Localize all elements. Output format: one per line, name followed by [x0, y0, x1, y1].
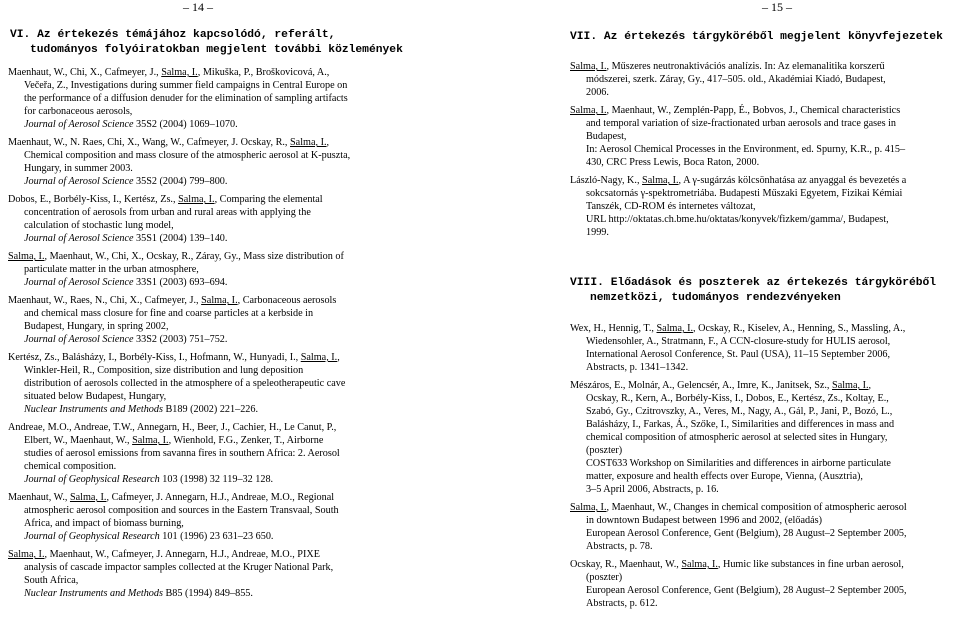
author-highlight: Salma, I. — [832, 380, 869, 391]
reference-text: , Cafmeyer, J. Annegarn, H.J., Andreae, M.O., Regional atmospheric aerosol composition and sources in the Eastern Transvaal, South Africa, and impact of biomass burning, — [24, 492, 339, 529]
reference-text: Wex, H., Hennig, T., — [570, 323, 657, 334]
reference-entry — [570, 174, 956, 239]
reference-text: , Maenhaut, W., Zemplén-Papp, É., Bobvos, J., Chemical characteristics and temporal variation of size-fractionated urban aerosols and trace gases in Budapest, In: Aerosol Chemical Processes in the Environment, ed. Spurny, K.R., p. 415– 430, CRC Press Lewis, Boca Raton, 2000. — [586, 105, 906, 168]
reference-entry — [8, 491, 476, 543]
reference-text: Maenhaut, W., — [8, 492, 70, 503]
author-highlight: Salma, I. — [570, 502, 607, 513]
reference-text: , Carbonaceous aerosols and chemical mass closure for fine and coarse particles at a kerbside in Budapest, Hungary, in spring 2002, — [24, 295, 337, 332]
page-number: – 14 – — [183, 0, 213, 14]
section-title-line1: Előadások és poszterek az értekezés tárgyköréből — [610, 277, 937, 289]
section-title-line1: Az értekezés tárgyköréből megjelent könyvfejezetek — [603, 31, 943, 43]
section-number: VIII. — [570, 277, 604, 289]
section-title-line1: Az értekezés témájához kapcsolódó, referált, — [37, 29, 336, 41]
author-highlight: Salma, I. — [69, 492, 107, 503]
reference-text: B189 (2002) 221–226. — [162, 404, 259, 415]
reference-text: Maenhaut, W., Chi, X., Cafmeyer, J., — [8, 67, 162, 78]
reference-text: , Műszeres neutronaktivációs analízis. In: Az elemanalitika korszerű módszerei, szerk. Záray, Gy., 417–505. old., Akadémiai Kiadó, Budapest, 2006. — [586, 61, 886, 98]
reference-entry — [8, 351, 476, 416]
author-highlight: Salma, I. — [161, 67, 198, 78]
section-title-line2: tudományos folyóiratokban megjelent további közlemények — [30, 43, 403, 56]
author-highlight: Salma, I. — [642, 175, 679, 186]
journal-name: Journal of Aerosol Science — [24, 119, 134, 130]
section-heading-vii — [570, 30, 943, 45]
presentation-list — [570, 322, 956, 615]
reference-text: , Mikuška, P., Broškovicová, A., Večeřa, Z., Investigations during summer field campaigns in Central Europe on the performance of a diffusion denuder for the elimination of sampling artifacts for carbonaceous aerosols, — [24, 67, 348, 117]
reference-entry — [8, 250, 476, 289]
author-highlight: Salma, I. — [8, 549, 45, 560]
journal-name: Nuclear Instruments and Methods — [24, 404, 163, 415]
author-highlight: Salma, I. — [681, 559, 718, 570]
reference-text: Mészáros, E., Molnár, A., Gelencsér, A., Imre, K., Janitsek, Sz., — [570, 380, 833, 391]
reference-entry — [570, 501, 956, 553]
reference-entry — [570, 379, 956, 496]
journal-name: Journal of Aerosol Science — [24, 277, 134, 288]
reference-text: 35S2 (2004) 1069–1070. — [133, 119, 238, 130]
reference-text: Kertész, Zs., Balásházy, I., Borbély-Kiss, I., Hofmann, W., Hunyadi, I., — [8, 352, 301, 363]
author-highlight: Salma, I. — [570, 105, 607, 116]
author-highlight: Salma, I. — [201, 295, 238, 306]
reference-text: 33S2 (2003) 751–752. — [133, 334, 228, 345]
right-page — [480, 0, 959, 625]
journal-name: Journal of Geophysical Research — [24, 474, 160, 485]
journal-name: Nuclear Instruments and Methods — [24, 588, 163, 599]
reference-text: , Ocskay, R., Kern, A., Borbély-Kiss, I., Dobos, E., Kertész, Zs., Koltay, E., Szabó, Gy., Czitrovszky, A., Veres, M., Nagy, A., Gál, P., Jani, P., Bozó, L., Balásházy, I., Farkas, Á., Szőke, I., Similarities and differences in mass and chemical composition of atmospheric aerosol at selected sites in Hungary, (poszter) COST633 Workshop on Similarities and differences in airborne particulate matter, exposure and health effects over Europe, Vienna, (Ausztria), 3–5 April 2006, Abstracts, p. 16. — [586, 380, 895, 495]
reference-text: Ocskay, R., Maenhaut, W., — [570, 559, 682, 570]
author-highlight: Salma, I. — [8, 251, 45, 262]
reference-text: , Maenhaut, W., Chi, X., Ocskay, R., Záray, Gy., Mass size distribution of particulate matter in the urban atmosphere, — [24, 251, 344, 275]
journal-name: Journal of Geophysical Research — [24, 531, 160, 542]
author-highlight: Salma, I. — [178, 194, 215, 205]
reference-text: , Ocskay, R., Kiselev, A., Henning, S., Massling, A., Wiedensohler, A., Stratmann, F., A CCN-closure-study for HULIS aerosol, International Aerosol Conference, St. Paul (USA), 11–15 September 2006, Abstracts, p. 1341–1342. — [586, 323, 906, 373]
section-number: VI. — [10, 29, 31, 41]
book-chapter-list — [570, 60, 956, 244]
author-highlight: Salma, I. — [290, 137, 327, 148]
reference-text: , Winkler-Heil, R., Composition, size distribution and lung deposition distribution of aerosols collected in the atmosphere of a speleotherapeutic cave situated below Budapest, Hungary, — [24, 352, 346, 402]
section-heading-viii — [570, 276, 936, 305]
reference-text: 101 (1996) 23 631–23 650. — [159, 531, 274, 542]
reference-list — [8, 66, 476, 605]
reference-entry — [570, 558, 956, 610]
journal-name: Journal of Aerosol Science — [24, 176, 134, 187]
reference-text: , Chemical composition and mass closure of the atmospheric aerosol at K-puszta, Hungary, in summer 2003. — [24, 137, 351, 174]
reference-text: , Maenhaut, W., Changes in chemical composition of atmospheric aerosol in downtown Budapest between 1996 and 2002, (előadás) European Aerosol Conference, Gent (Belgium), 28 August–2 September 2005, Abstracts, p. 78. — [586, 502, 907, 552]
reference-text: 103 (1998) 32 119–32 128. — [159, 474, 274, 485]
reference-entry — [8, 421, 476, 486]
section-number: VII. — [570, 31, 598, 43]
reference-text: , Maenhaut, W., Cafmeyer, J. Annegarn, H.J., Andreae, M.O., PIXE analysis of cascade impactor samples collected at the Kruger National Park, South Africa, — [24, 549, 334, 586]
reference-text: , Comparing the elemental concentration of aerosols from urban and rural areas with applying the calculation of stochastic lung model, — [24, 194, 323, 231]
reference-text: B85 (1994) 849–855. — [162, 588, 253, 599]
reference-entry — [8, 136, 476, 188]
page-number: – 15 – — [762, 0, 792, 14]
reference-entry — [8, 66, 476, 131]
reference-text: , Humic like substances in fine urban aerosol, (poszter) European Aerosol Conference, Gent (Belgium), 28 August–2 September 2005, Abstracts, p. 612. — [586, 559, 907, 609]
reference-entry — [8, 294, 476, 346]
reference-text: László-Nagy, K., — [570, 175, 643, 186]
reference-text: Andreae, M.O., Andreae, T.W., Annegarn, H., Beer, J., Cachier, H., Le Canut, P., Elbert, W., Maenhaut, W., — [8, 422, 337, 446]
reference-text: 35S2 (2004) 799–800. — [133, 176, 228, 187]
author-highlight: Salma, I. — [570, 61, 607, 72]
reference-text: 33S1 (2003) 693–694. — [133, 277, 228, 288]
reference-text: Maenhaut, W., Raes, N., Chi, X., Cafmeyer, J., — [8, 295, 202, 306]
reference-text: , Wienhold, F.G., Zenker, T., Airborne studies of aerosol emissions from savanna fires in southern Africa: 2. Aerosol chemical composition. — [24, 435, 340, 472]
reference-entry — [8, 193, 476, 245]
reference-text: , A γ-sugárzás kölcsönhatása az anyaggal és bevezetés a sokcsatornás γ-spektrometriába. Budapesti Műszaki Egyetem, Fizikai Kémiai Tanszék, CD-ROM és internetes változat, URL http://oktatas.ch.bme.hu/oktatas/konyvek/fizkem/gamma/, Budapest, 1999. — [586, 175, 907, 238]
journal-name: Journal of Aerosol Science — [24, 233, 134, 244]
journal-name: Journal of Aerosol Science — [24, 334, 134, 345]
author-highlight: Salma, I. — [300, 352, 338, 363]
reference-text: Dobos, E., Borbély-Kiss, I., Kertész, Zs., — [8, 194, 179, 205]
reference-entry — [570, 60, 956, 99]
section-heading-vi — [10, 28, 403, 57]
section-title-line2: nemzetközi, tudományos rendezvényeken — [590, 291, 841, 304]
reference-text: 35S1 (2004) 139–140. — [133, 233, 228, 244]
reference-entry — [570, 104, 956, 169]
reference-entry — [570, 322, 956, 374]
author-highlight: Salma, I. — [656, 323, 694, 334]
author-highlight: Salma, I. — [132, 435, 169, 446]
reference-entry — [8, 548, 476, 600]
reference-text: Maenhaut, W., N. Raes, Chi, X., Wang, W., Cafmeyer, J. Ocskay, R., — [8, 137, 291, 148]
